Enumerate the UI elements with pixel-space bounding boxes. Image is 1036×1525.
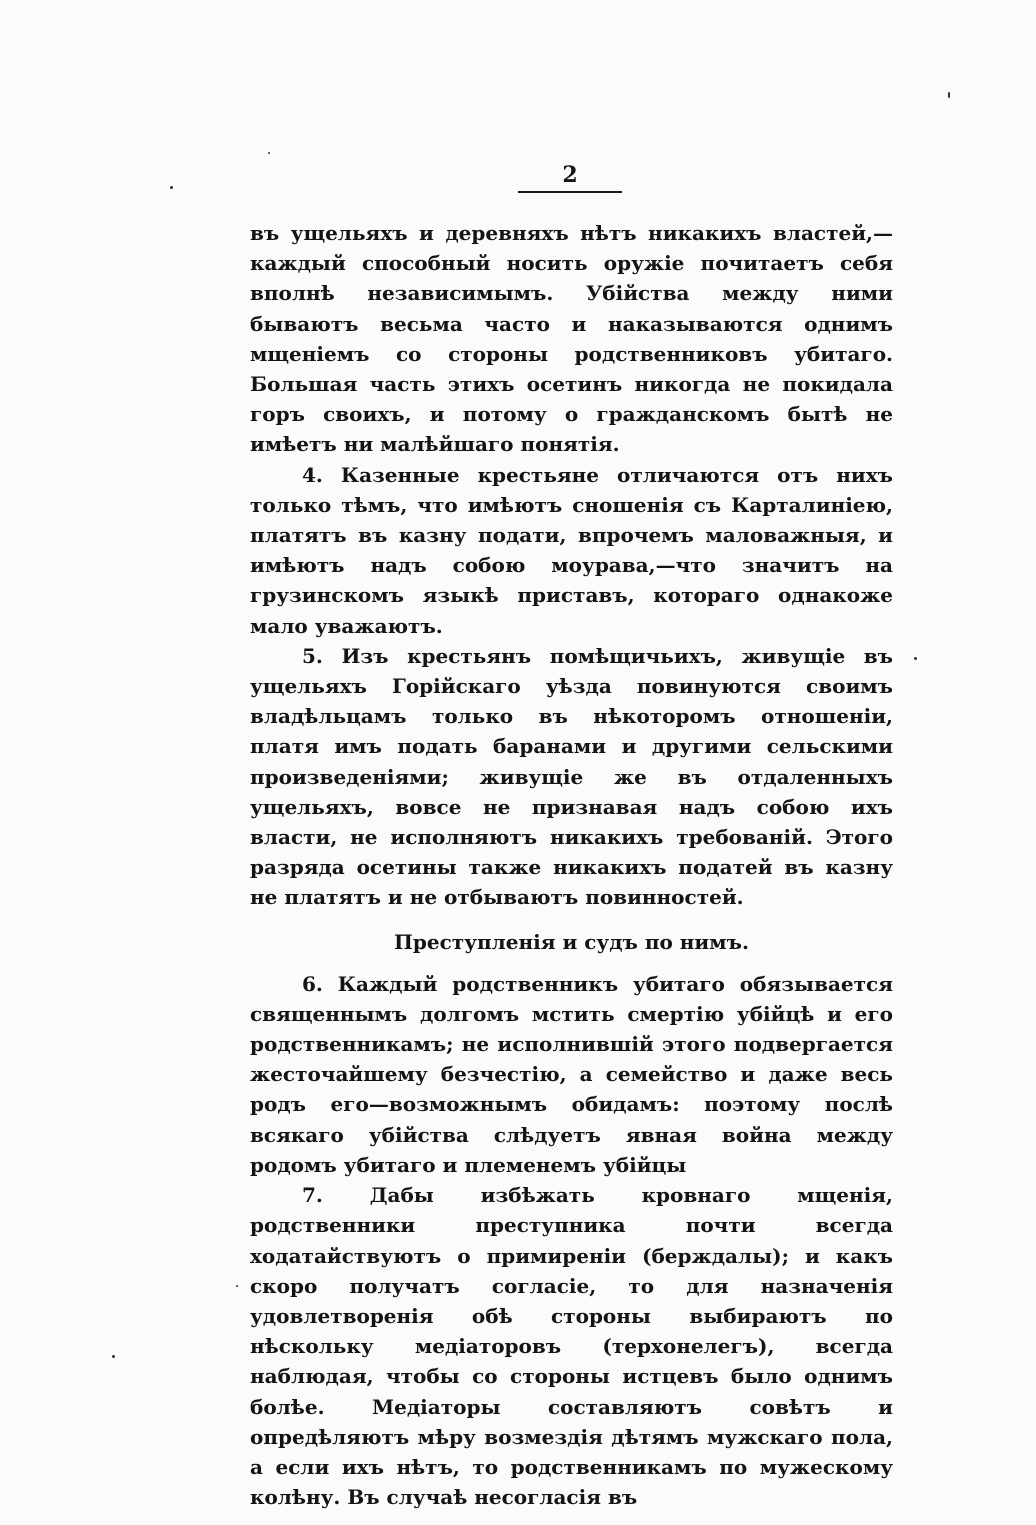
page-number: 2 bbox=[562, 162, 578, 188]
scan-speck bbox=[268, 152, 270, 154]
scan-speck bbox=[914, 657, 917, 660]
paragraph-3: 5. Изъ крестьянъ помѣщичьихъ, живущіе въ ущельяхъ Горійскаго уѣзда повинуются своимъ владѣльцамъ только въ нѣкоторомъ отношеніи, платя имъ подать баранами и другими сельскими произведеніями; живущіе же въ отдаленныхъ ущельяхъ, вовсе не признавая надъ собою ихъ власти, не исполняютъ никакихъ требованій. Этого разряда осетины также никакихъ податей въ казну не платятъ и не отбываютъ повинностей. bbox=[250, 643, 893, 910]
page-number-rule bbox=[518, 191, 622, 193]
paragraph-1: въ ущельяхъ и деревняхъ нѣтъ никакихъ властей,—каждый способный носить оружіе почитаетъ себя вполнѣ независимымъ. Убійства между ними бываютъ весьма часто и наказываются однимъ мщеніемъ со стороны родственниковъ убитаго. Большая часть этихъ осетинъ никогда не покидала горъ своихъ, и потому о гражданскомъ бытѣ не имѣетъ ни малѣйшаго понятія. bbox=[250, 221, 893, 457]
scan-speck bbox=[112, 1355, 115, 1358]
paragraph-5: 7. Дабы избѣжать кровнаго мщенія, родственники преступника почти всегда ходатайствуютъ о примиреніи (берждалы); и какъ скоро получатъ согласіе, то для назначенія удовлетворенія обѣ стороны выбираютъ по нѣскольку медіаторовъ (терхонелегъ), всегда наблюдая, чтобы со стороны истцевъ было однимъ болѣе. Медіаторы составляютъ совѣтъ и опредѣляютъ мѣру возмездія дѣтямъ мужскаго пола, а если ихъ нѣтъ, то родственникамъ по мужескому колѣну. Въ случаѣ несогласія въ bbox=[250, 1183, 893, 1510]
paragraph-2: 4. Казенные крестьяне отличаются отъ нихъ только тѣмъ, что имѣютъ сношенія съ Карталиніею, платятъ въ казну подати, впрочемъ маловажныя, и имѣютъ надъ собою моурава,—что значитъ на грузинскомъ языкѣ приставъ, котораго однакоже мало уважаютъ. bbox=[250, 462, 893, 638]
paragraph-4: 6. Каждый родственникъ убитаго обязывается священнымъ долгомъ мстить смертію убійцѣ и его родственникамъ; не исполнившій этого подвергается жесточайшему безчестію, а семейство и даже весь родъ его—возможнымъ обидамъ: поэтому послѣ всякаго убійства слѣдуетъ явная война между родомъ убитаго и племенемъ убійцы bbox=[250, 971, 893, 1177]
section-heading: Преступленія и судъ по нимъ. bbox=[394, 929, 749, 954]
body-text bbox=[250, 218, 893, 1512]
scan-speck bbox=[948, 92, 950, 98]
scan-speck bbox=[170, 186, 173, 189]
scan-speck bbox=[236, 1285, 238, 1287]
